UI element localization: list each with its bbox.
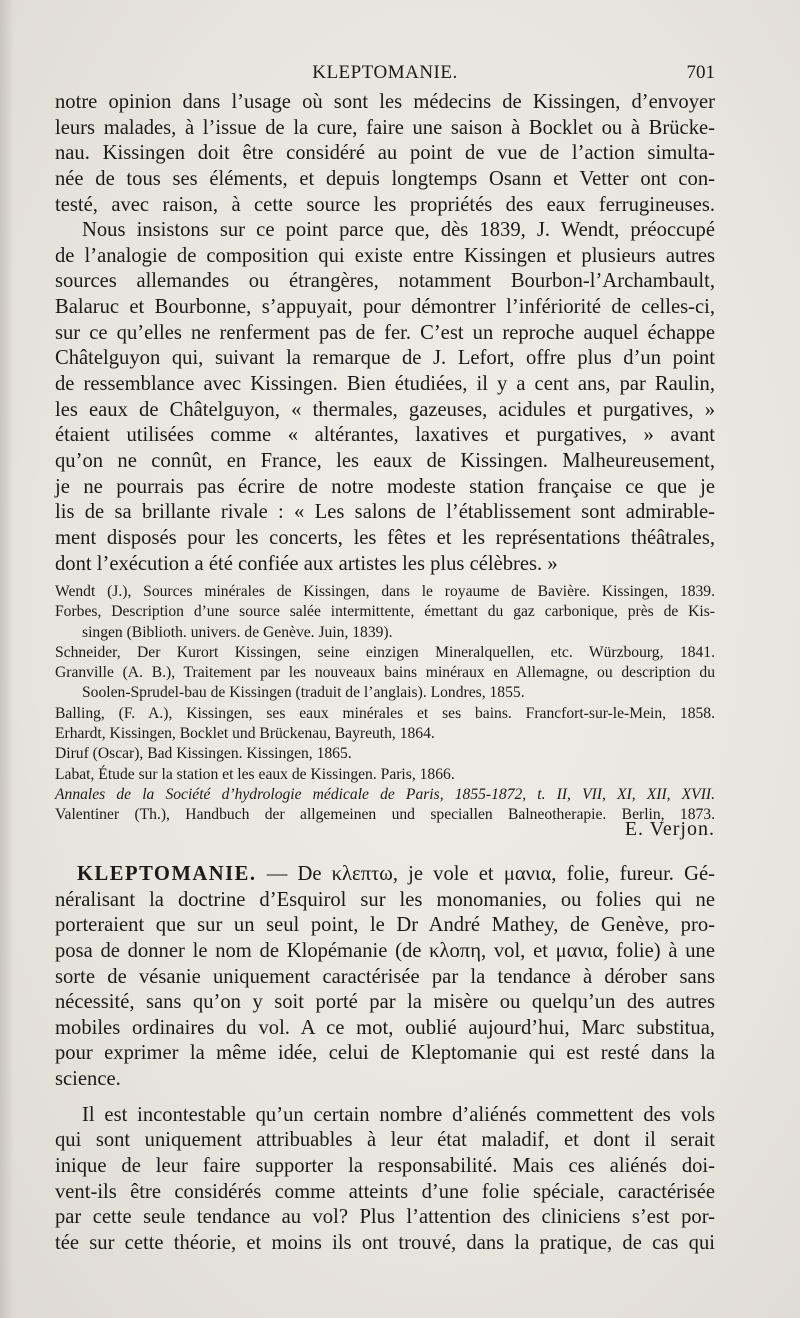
text-line: de l’analogie de composition qui existe entre Kissingen et plusieurs autres — [55, 244, 715, 267]
text-line: notre opinion dans l’usage où sont les médecins de Kissingen, d’envoyer — [55, 91, 715, 113]
text-line: porteraient que sur un seul point, le Dr André Mathey, de Genève, pro- — [55, 914, 715, 937]
text-line: sources allemandes ou étrangères, notamment Bourbon-l’Archambault, — [55, 270, 715, 293]
bibliography-entry-continued: Soolen-Sprudel-bau de Kissingen (traduit de l’anglais). Londres, 1855. — [82, 684, 525, 702]
text-line: de ressemblance avec Kissingen. Bien étudiées, il y a cent ans, par Raulin, — [55, 373, 715, 396]
running-head — [55, 58, 715, 88]
bibliography-entry: Granville (A. B.), Traitement par les nouveaux bains minéraux en Allemagne, ou description du — [55, 664, 715, 682]
text-line: ment disposés pour les concerts, les fêtes et les représentations théâtrales, — [55, 526, 715, 549]
text-line: leurs malades, à l’issue de la cure, faire une saison à Bocklet ou à Brücke- — [55, 116, 715, 139]
text-line: qui sont uniquement attribuables à leur état maladif, et dont il serait — [55, 1129, 715, 1152]
paragraph-wendt — [55, 218, 715, 577]
text-line: pour exprimer la même idée, celui de Kleptomanie qui est resté dans la — [55, 1042, 715, 1065]
bibliography-entry: Diruf (Oscar), Bad Kissingen. Kissingen, 1865. — [55, 745, 352, 763]
text-line: nécessité, sans qu’on y soit porté par la misère ou quelqu’un des autres — [55, 991, 715, 1014]
text-line: vent-ils être considérés comme atteints d’une folie spéciale, caractérisée — [55, 1180, 715, 1203]
bibliography-entry: Forbes, Description d’une source salée intermittente, émettant du gaz carbonique, près de Kis- — [55, 603, 715, 621]
text-line: science. — [55, 1068, 121, 1091]
bibliography-entry: Annales de la Société d’hydrologie médicale de Paris, 1855-1872, t. II, VII, XI, XII, XVII. — [55, 785, 715, 803]
bibliography-entry-continued: singen (Biblioth. univers. de Genève. Juin, 1839). — [82, 623, 393, 641]
running-title: KLEPTOMANIE. — [312, 62, 458, 83]
bibliography-entry: Labat, Étude sur la station et les eaux de Kissingen. Paris, 1866. — [55, 765, 455, 783]
text-line: Il est incontestable qu’un certain nombre d’aliénés commettent des vols — [82, 1103, 715, 1126]
text-line: posa de donner le nom de Klopémanie (de κλοπη, vol, et μανια, folie) à une — [55, 939, 715, 962]
main-text — [55, 90, 715, 577]
text-line: les eaux de Châtelguyon, « thermales, gazeuses, acidules et purgatives, » — [55, 398, 715, 421]
text-line: Balaruc et Bourbonne, s’appuyait, pour démontrer l’infériorité de celles-ci, — [55, 296, 715, 319]
text-line: néralisant la doctrine d’Esquirol sur les monomanies, ou folies qui ne — [55, 888, 715, 911]
bibliography-entry: Wendt (J.), Sources minérales de Kissingen, dans le royaume de Bavière. Kissingen, 1839. — [55, 583, 715, 600]
text-line: Châtelguyon qui, suivant la remarque de J. Lefort, offre plus d’un point — [55, 347, 715, 370]
page-gutter-shadow — [0, 0, 14, 1318]
text-line: dont l’exécution a été confiée aux artistes les plus célèbres. » — [55, 552, 558, 575]
article-headword: KLEPTOMANIE. — [77, 863, 257, 885]
page-number: 701 — [686, 62, 715, 83]
text-line: mobiles ordinaires du vol. A ce mot, oublié aujourd’hui, Marc substitua, — [55, 1016, 715, 1039]
text-line: par cette seule tendance au vol? Plus l’attention des cliniciens s’est por- — [55, 1206, 715, 1229]
paragraph-continued — [55, 90, 715, 218]
bibliography-entry: Valentiner (Th.), Handbuch der allgemeinen und speciallen Balneotherapie. Berlin, 1873. — [55, 806, 715, 824]
text-line: sur ce qu’elles ne renferment pas de fer. C’est un reproche auquel échappe — [55, 321, 715, 344]
text-line: sorte de vésanie uniquement caractérisée par la tendance à dérober sans — [55, 965, 715, 988]
text-line: tée sur cette théorie, et moins ils ont trouvé, dans la pratique, de cas qui — [55, 1231, 715, 1254]
text-line: lis de sa brillante rivale : « Les salons de l’établissement sont admirable- — [55, 501, 715, 524]
bibliography-entry: Erhardt, Kissingen, Bocklet und Brückenau, Bayreuth, 1864. — [55, 725, 435, 743]
text-line: inique de leur faire supporter la responsabilité. Mais ces aliénés doi- — [55, 1155, 715, 1178]
text-fragment: — De κλεπτω, je vole et μανια, folie, fureur. Gé- — [266, 863, 715, 885]
author-signature: E. Verjon. — [624, 818, 715, 840]
text-line: née de tous ses éléments, et depuis longtemps Osann et Vetter ont con- — [55, 167, 715, 190]
bibliography-entry: Balling, (F. A.), Kissingen, ses eaux minérales et ses bains. Francfort-sur-le-Mein, 1858. — [55, 704, 715, 722]
article-kleptomanie — [55, 862, 715, 1257]
text-line: testé, avec raison, à cette source les propriétés des eaux ferrugineuses. — [55, 193, 715, 216]
text-line: étaient utilisées comme « altérantes, laxatives et purgatives, » avant — [55, 424, 715, 447]
text-line: Nous insistons sur ce point parce que, dès 1839, J. Wendt, préoccupé — [82, 219, 715, 242]
bibliography — [55, 582, 715, 826]
article-first-line — [55, 862, 715, 888]
text-line: qu’on ne connût, en France, les eaux de Kissingen. Malheureusement, — [55, 449, 715, 472]
bibliography-entry: Schneider, Der Kurort Kissingen, seine einzigen Mineralquellen, etc. Würzbourg, 1841. — [55, 643, 715, 661]
text-line: nau. Kissingen doit être considéré au point de vue de l’action simulta- — [55, 142, 715, 165]
text-line: je ne pourrais pas écrire de notre modeste station française ce que je — [55, 475, 715, 498]
